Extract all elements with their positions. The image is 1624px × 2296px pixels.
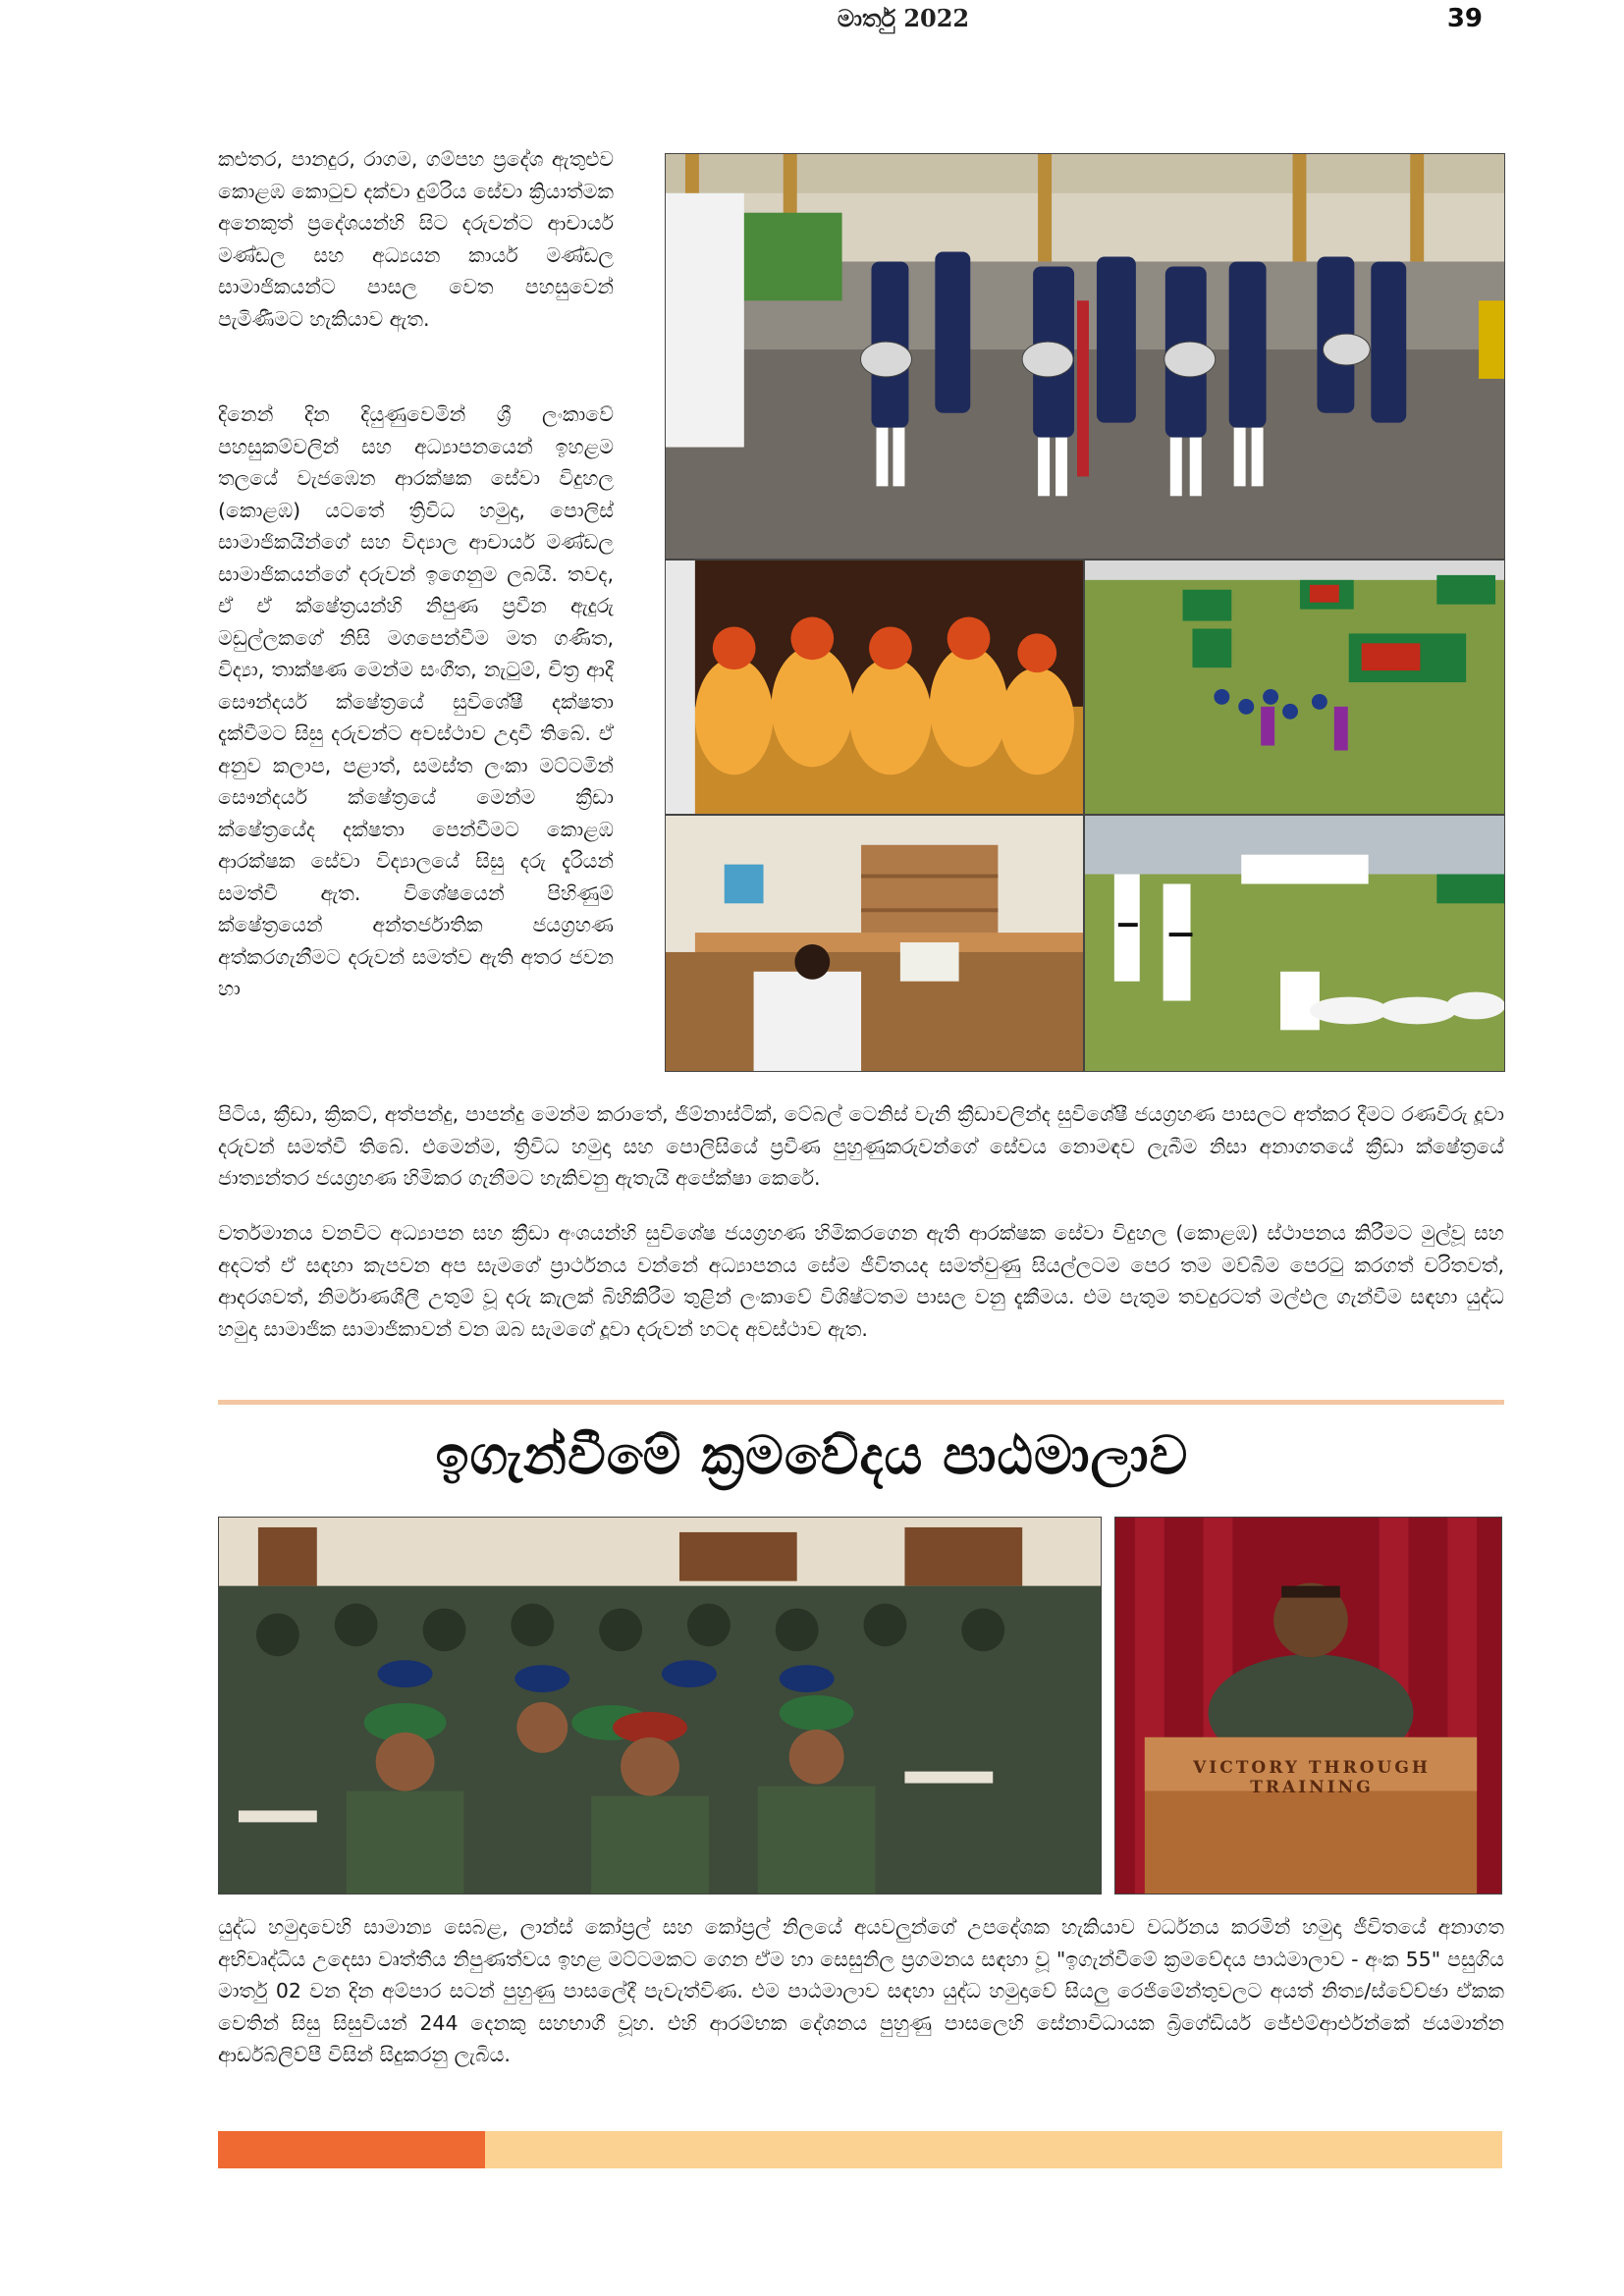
lectern-slogan: VICTORY THROUGH TRAINING	[1193, 1758, 1431, 1797]
sports-meet-photo	[1084, 560, 1505, 815]
band-parade-photo	[665, 153, 1505, 560]
article-paragraph-column-1: කළුතර, පානදුර, රාගම, ගම්පහ ප්‍රදේශ ඇතුළුව කොළඹ කොටුව දක්වා දුම්රිය සේවා ක්‍රියාත්මක අනෙකුත් ප්‍රදේශයන්හි සිට දරුවන්ට ආචාර්ය මණ්ඩල සහ අධ්‍යයන කාර්ය මණ්ඩල සාමාජිකයන්ට පාසල වෙත පහසුවෙන් පැමිණීමට හැකියාව ඇත.	[218, 147, 614, 331]
section2-paragraph: යුද්ධ හමුදාවෙහි සාමාන්‍ය සෙබළ, ලාන්ස් කෝප්‍රල් සහ කෝප්‍රල් නිලයේ අයවලුන්ගේ උපදේශක හැකියාව වර්ධනය කරමින් හමුදා ජීවිතයේ අනාගත අභිවෘද්ධිය උදෙසා වෘත්තීය නිපුණත්වය ඉහළ මට්ටමකට ගෙන ඒම හා සෙසුනිල ප්‍රගමනය සඳහා වූ "ඉගැන්වීමේ ක්‍රමවේදය පාඨමාලාව - අංක 55" පසුගිය මාර්තු 02 වන දින අම්පාර සටන් පුහුණු පාසලේදී පැවැත්විණ. එම පාඨමාලාව සඳහා යුද්ධ හමුදාවේ සියලු රෙජිමේන්තුවලට අයත් නිත්‍ය/ස්වේච්ඡා ඒකක වෙතින් සිසු සිසුවියන් 244 දෙනකු සහභාගී වූහ. එහි ආරම්භක දේශනය පුහුණු පාසලෙහි සේනාවිධායක බ්‍රිගේඩියර් ජේඑම්ආර්එන්කේ ජයමාන්න ආර්ඩබ්ලිව්පී විසින් සිදුකරනු ලැබිය.	[218, 1915, 1504, 2066]
officer-at-lectern-photo	[1114, 1517, 1502, 1895]
dance-performance-photo	[665, 560, 1084, 815]
footer-date: මාර්තු 2022	[837, 4, 970, 32]
article-paragraph-column-2: දිනෙන් දින දියුණුවෙමින් ශ්‍රී ලංකාවේ පහසුකම්වලින් සහ අධ්‍යාපනයෙන් ඉහළම තලයේ වැජඹෙන ආරක්ෂක සේවා විදුහල (කොළඹ) යටතේ ත්‍රිවිධ හමුදා, පොලිස් සාමාජිකයින්ගේ සහ විද්‍යාල ආචාර්ය මණ්ඩල සාමාජිකයන්ගේ දරුවන් ඉගෙනුම ලබයි. තවද, ඒ ඒ ක්ෂේත්‍රයන්හි නිපුණ ප්‍රවීන ඇදුරු මඩුල්ලකගේ නිසි මගපෙන්වීම මත ගණිත, විද්‍යා, තාක්ෂණ මෙන්ම සංගීත, නැටුම්, චිත්‍ර ආදී සෞන්දර්ය ක්ෂේත්‍රයේ සුවිශේෂී දක්ෂතා දැක්වීමට සිසු දරුවන්ට අවස්ථාව උදාවී තිබේ. ඒ අනුව කලාප, පළාත්, සමස්ත ලංකා මට්ටමින් සෞන්දර්ය ක්ෂේත්‍රයේ මෙන්ම ක්‍රීඩා ක්ෂේත්‍රයේද දක්ෂතා පෙන්වීමට කොළඹ ආරක්ෂක සේවා විද්‍යාලයේ සිසු දරු දැරියන් සමත්වී ඇත. විශේෂයෙන් පිහිණුම් ක්ෂේත්‍රයෙන් අන්තර්ජාතික ජයග්‍රහණ අත්කරගැනීමට දරුවන් සමත්ව ඇති අතර ජවන හා	[218, 402, 614, 1000]
section-heading: ඉගැන්වීමේ ක්‍රමවේදය පාඨමාලාව	[435, 1424, 1189, 1486]
footer-date-bar	[485, 2131, 1502, 2168]
classroom-soldiers-photo	[218, 1517, 1102, 1895]
footer-magazine-bar	[218, 2131, 485, 2168]
karate-display-photo	[1084, 815, 1505, 1072]
section-divider	[218, 1400, 1504, 1405]
library-photo	[665, 815, 1084, 1072]
footer-page-number: 39	[1446, 4, 1483, 33]
article-paragraph-full-1: පිටිය, ක්‍රීඩා, ක්‍රිකට්, අත්පන්දු, පාපන්දු මෙන්ම කරාතේ, ජිම්නාස්ටික්, ටේබල් ටෙනිස් වැනි ක්‍රීඩාවලින්ද සුවිශේෂී ජයග්‍රහණ පාසලට අත්කර දීමට රණවිරු දූවා දරුවන් සමත්වී තිබේ. එමෙන්ම, ත්‍රිවිධ හමුදා සහ පොලිසියේ ප්‍රවීණ පුහුණුකරුවන්ගේ සේවය නොමඳව ලැබීම නිසා අනාගතයේ ක්‍රීඩා ක්ෂේත්‍රයේ ජාත්‍යන්තර ජයග්‍රහණ හිමිකර ගැනීමට හැකිවනු ඇතැයි අපේක්ෂා කෙරේ.	[218, 1102, 1505, 1190]
article-paragraph-full-2: වර්තමානය වනවිට අධ්‍යාපන සහ ක්‍රීඩා අංශයන්හි සුවිශේෂ ජයග්‍රහණ හිමිකරගෙන ඇති ආරක්ෂක සේවා විදුහල (කොළඹ) ස්ථාපනය කිරීමට මුල්වූ සහ අදටත් ඒ සඳහා කැපවන අප සැමගේ ප්‍රාර්ථනය වන්නේ අධ්‍යාපනය සේම ජීවිතයද සමත්වුණු සියල්ලටම පෙර තම මව්බිම පෙරටු කරගත් චරිතවත්, ආදරශවත්, නිර්මාණශීලී උතුම් වූ දරු කැලක් බිහිකිරීම තුළින් ලංකාවේ විශිෂ්ටතම පාසල වනු දැකීමය. එම පැතුම තවදුරටත් මල්ඵල ගැන්වීම සඳහා යුද්ධ හමුදා සාමාජික සාමාජිකාවන් වන ඔබ සැමගේ දූවා දරුවන් හටද අවස්ථාව ඇත.	[218, 1221, 1504, 1341]
footer-magazine-name: රණවිරුවා	[297, 5, 399, 32]
